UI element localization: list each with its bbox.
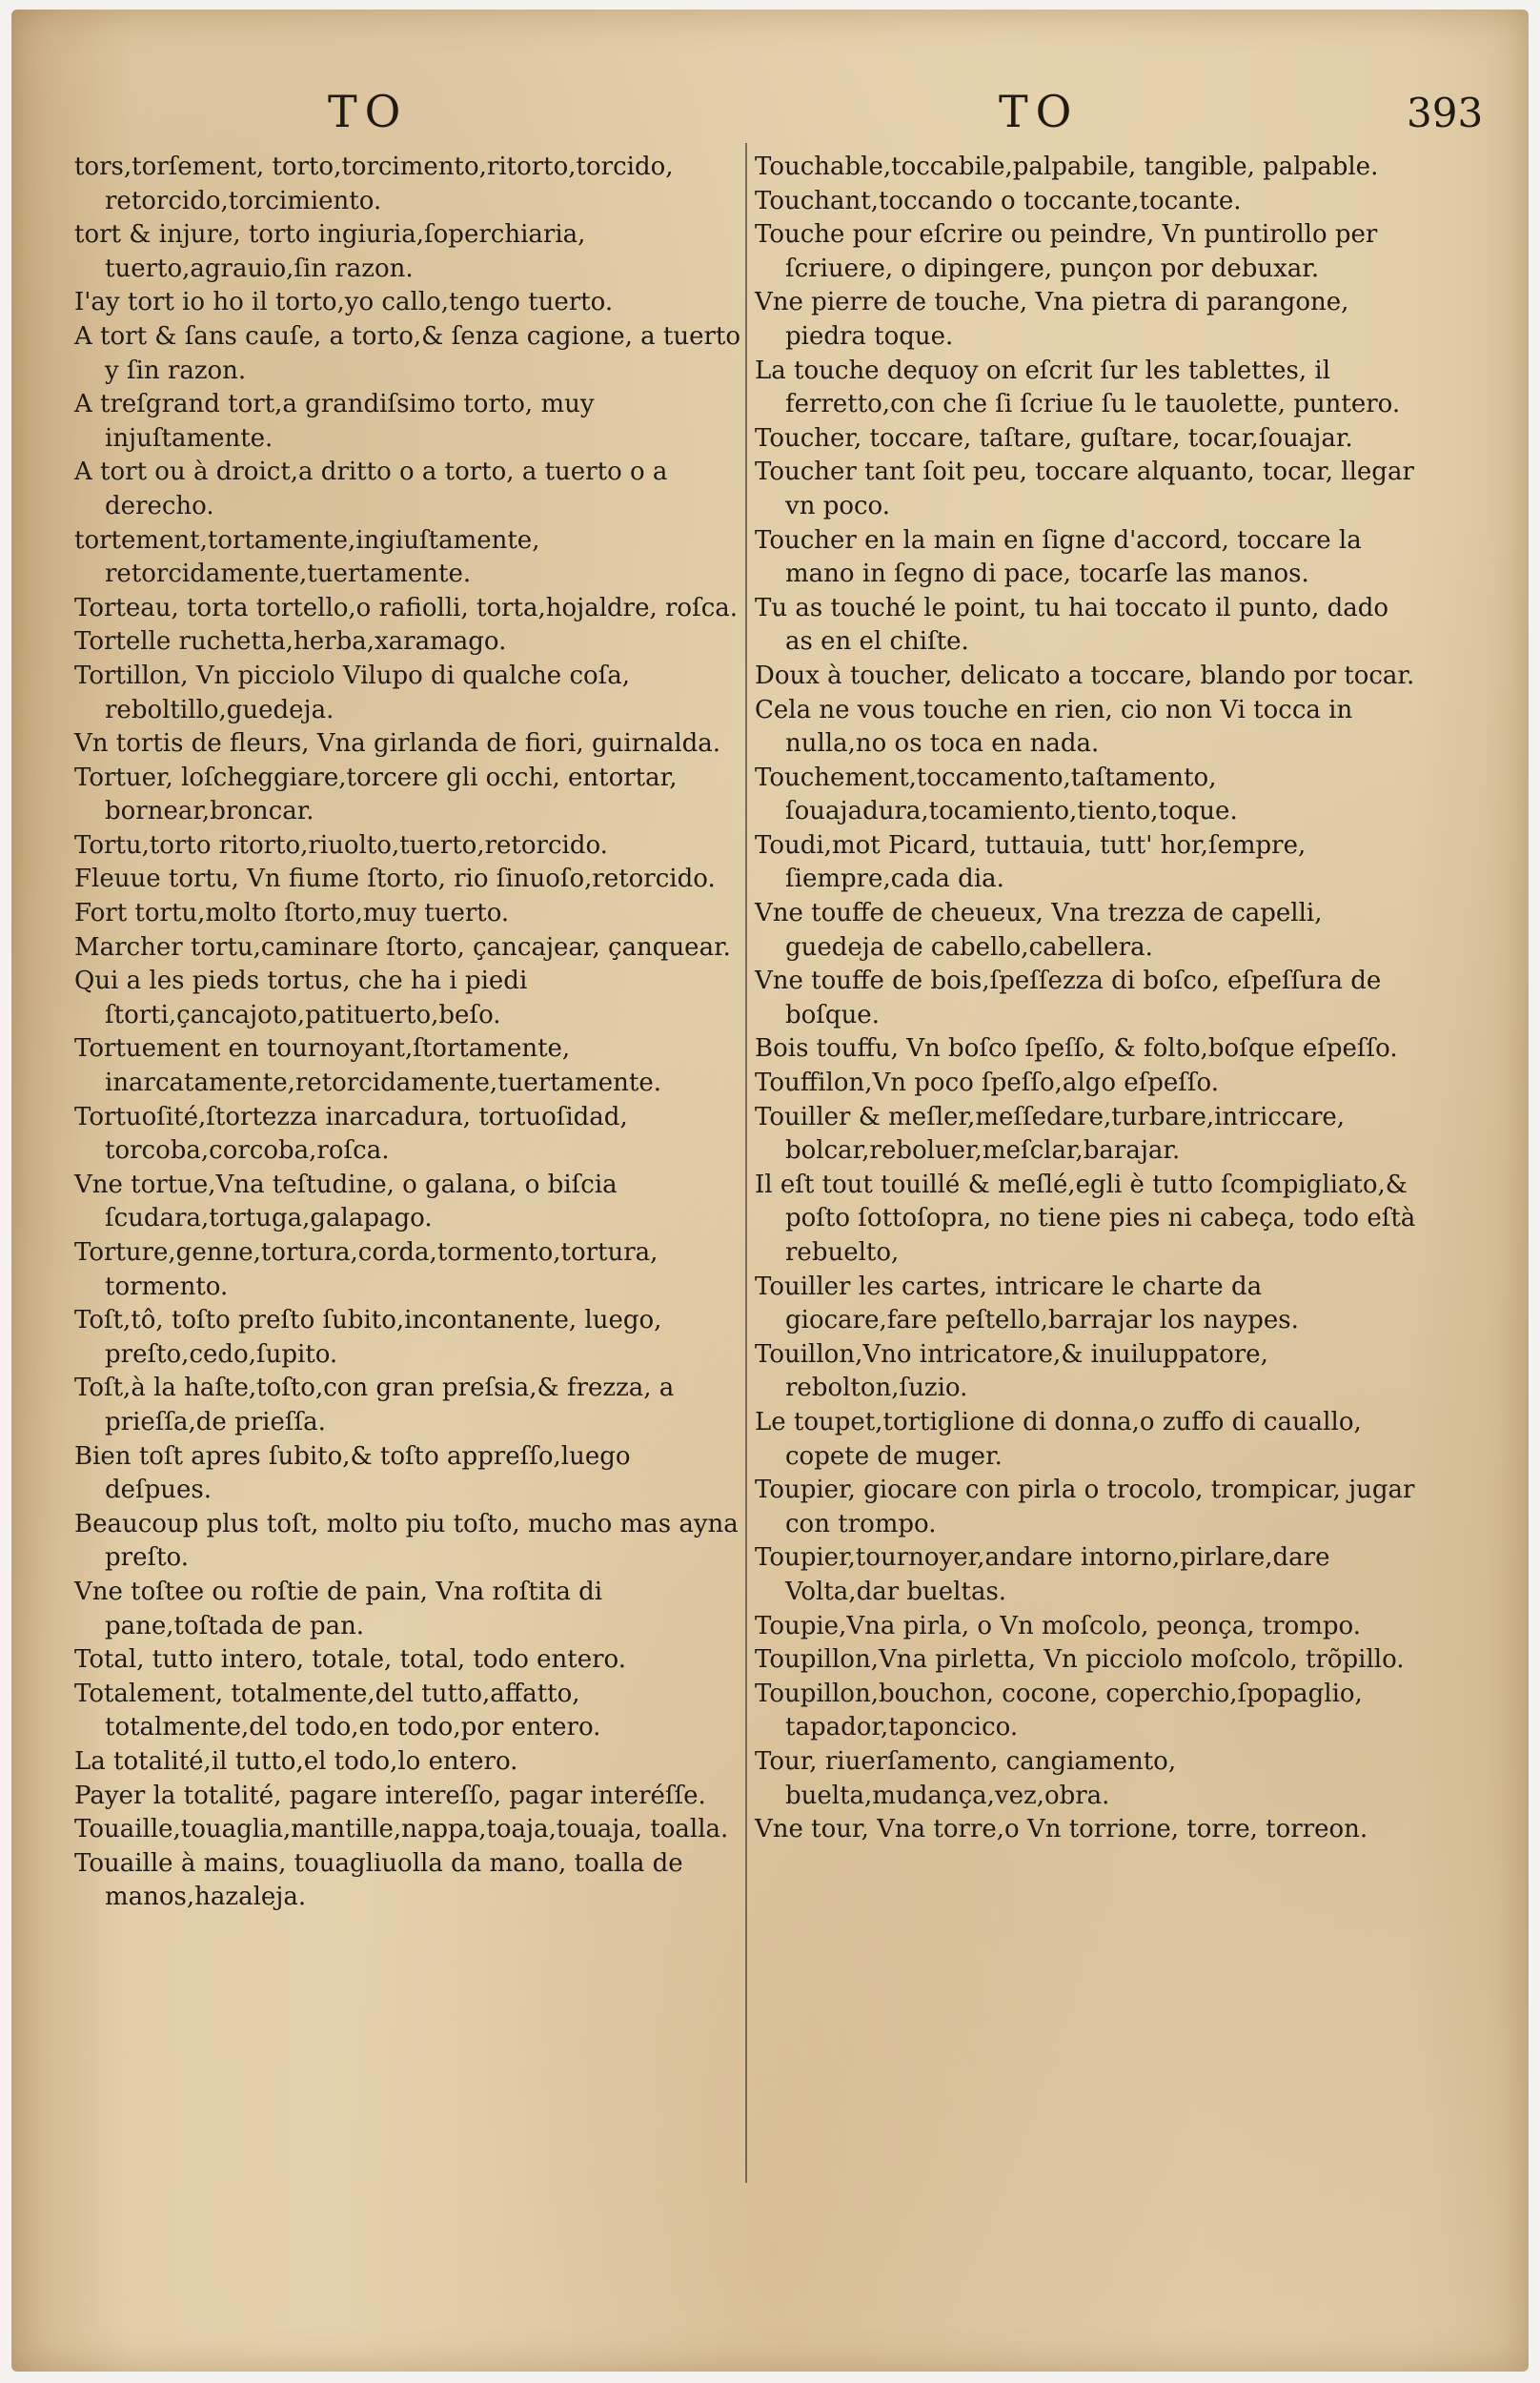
dictionary-entry: Tortuement en tournoyant,ſtortamente, inarcatamente,retorcidamente,tuertamente.: [74, 1034, 661, 1098]
dictionary-entry: Toupier, giocare con pirla o trocolo, trompicar, jugar con trompo.: [755, 1476, 1415, 1538]
dictionary-entry: tort & injure, torto ingiuria,ſoperchiaria, tuerto,agrauio,ſin razon.: [74, 220, 586, 283]
dictionary-entry: Torteau, torta tortello,o rafiolli, torta,hojaldre, roſca.: [74, 593, 739, 622]
dictionary-entry: Touchement,toccamento,taſtamento, ſouajadura,tocamiento,tiento,toque.: [755, 763, 1238, 826]
running-head-left: TO: [328, 86, 409, 137]
dictionary-entry: Toupier,tournoyer,andare intorno,pirlare,dare Volta,dar bueltas.: [755, 1543, 1330, 1606]
dictionary-entry: Doux à toucher, delicato a toccare, blando por tocar.: [755, 661, 1415, 690]
dictionary-entry: Fort tortu,molto ſtorto,muy tuerto.: [74, 899, 510, 928]
dictionary-entry: tors,torſement, torto,torcimento,ritorto,torcido, retorcido,torcimiento.: [74, 153, 674, 215]
dictionary-entry: Tortuoſité,ſtortezza inarcadura, tortuoſidad, torcoba,corcoba,roſca.: [74, 1102, 628, 1166]
dictionary-entry: Touiller & meſler,meſſedare,turbare,intriccare, bolcar,reboluer,meſclar,barajar.: [755, 1102, 1346, 1166]
dictionary-entry: Tortu,torto ritorto,riuolto,tuerto,retorcido.: [74, 830, 608, 860]
dictionary-entry: Vne tortue,Vna teſtudine, o galana, o biſcia ſcudara,tortuga,galapago.: [74, 1170, 618, 1233]
dictionary-entry: Cela ne vous touche en rien, cio non Vi tocca in nulla,no os toca en nada.: [755, 695, 1353, 759]
dictionary-entry: Touaille à mains, touagliuolla da mano, toalla de manos,hazaleja.: [74, 1848, 683, 1912]
left-column: [74, 151, 741, 1915]
dictionary-entry: Toucher en la main en ſigne d'accord, toccare la mano in ſegno di pace, tocarſe las manos.: [755, 525, 1362, 589]
dictionary-entry: Touche pour eſcrire ou peindre, Vn puntirollo per ſcriuere, o dipingere, punçon por debuxar.: [755, 220, 1378, 283]
dictionary-entry: Tortillon, Vn picciolo Vilupo di qualche coſa, reboltillo,guedeja.: [74, 661, 631, 724]
dictionary-entry: Bois touffu, Vn boſco ſpeſſo, & folto,boſque eſpeſſo.: [755, 1034, 1398, 1064]
dictionary-entry: La touche dequoy on eſcrit ſur les tablettes, il ferretto,con che ſi ſcriue ſu le tauolette, puntero.: [755, 356, 1401, 419]
dictionary-entry: Toupie,Vna pirla, o Vn moſcolo, peonça, trompo.: [755, 1611, 1362, 1640]
dictionary-entry: Tortelle ruchetta,herba,xaramago.: [74, 627, 507, 657]
dictionary-entry: Total, tutto intero, totale, total, todo entero.: [74, 1645, 626, 1675]
dictionary-entry: La totalité,il tutto,el todo,lo entero.: [74, 1746, 518, 1776]
page-number: 393: [1407, 90, 1484, 136]
dictionary-entry: Touaille,touaglia,mantille,nappa,toaja,touaja, toalla.: [74, 1815, 729, 1844]
dictionary-entry: Touiller les cartes, intricare le charte da giocare,fare peſtello,barrajar los naypes.: [755, 1272, 1299, 1335]
right-column: [755, 151, 1422, 1847]
dictionary-entry: Toucher tant ſoit peu, toccare alquanto, tocar, llegar vn poco.: [755, 458, 1414, 520]
dictionary-entry: Il eſt tout touillé & meſlé,egli è tutto ſcompigliato,& poſto ſottoſopra, no tiene pies ni cabeça, todo eſtà rebuelto,: [755, 1170, 1416, 1267]
column-divider: [745, 143, 747, 2183]
dictionary-entry: Toupillon,bouchon, cocone, coperchio,ſpopaglio, tapador,taponcico.: [755, 1679, 1363, 1742]
dictionary-entry: tortement,tortamente,ingiuſtamente, retorcidamente,tuertamente.: [74, 525, 540, 589]
dictionary-entry: Bien toſt apres ſubito,& toſto appreſſo,luego deſpues.: [74, 1441, 631, 1505]
dictionary-entry: Le toupet,tortiglione di donna,o zuffo di cauallo, copete de muger.: [755, 1407, 1362, 1471]
dictionary-entry: Payer la totalité, pagare intereſſo, pagar interéſſe.: [74, 1781, 706, 1810]
dictionary-entry: Vne touffe de cheueux, Vna trezza de capelli, guedeja de cabello,cabellera.: [755, 899, 1323, 962]
dictionary-entry: Torture,genne,tortura,corda,tormento,tortura, tormento.: [74, 1238, 659, 1301]
dictionary-entry: Touffilon,Vn poco ſpeſſo,algo eſpeſſo.: [755, 1069, 1219, 1098]
dictionary-entry: Vne toſtee ou roſtie de pain, Vna roſtita di pane,toſtada de pan.: [74, 1577, 603, 1640]
dictionary-entry: A treſgrand tort,a grandiſsimo torto, muy injuſtamente.: [74, 390, 595, 453]
dictionary-entry: Vne pierre de touche, Vna pietra di parangone, piedra toque.: [755, 288, 1349, 351]
dictionary-entry: Toſt,à la haſte,toſto,con gran preſsia,& frezza, a prieſſa,de prieſſa.: [74, 1374, 675, 1436]
dictionary-entry: Tour, riuerſamento, cangiamento, buelta,mudança,vez,obra.: [755, 1746, 1177, 1810]
dictionary-entry: Toupillon,Vna pirletta, Vn picciolo moſcolo, trõpillo.: [755, 1645, 1405, 1675]
dictionary-entry: A tort & ſans cauſe, a torto,& ſenza cagione, a tuerto y ſin razon.: [74, 321, 741, 385]
dictionary-entry: I'ay tort io ho il torto,yo callo,tengo tuerto.: [74, 288, 614, 317]
dictionary-entry: Tu as touché le point, tu hai toccato il punto, dado as en el chiſte.: [755, 593, 1389, 657]
dictionary-entry: Qui a les pieds tortus, che ha i piedi ſtorti,çancajoto,patituerto,beſo.: [74, 967, 528, 1029]
dictionary-entry: Toudi,mot Picard, tuttauia, tutt' hor,ſempre, ſiempre,cada dia.: [755, 830, 1307, 894]
dictionary-entry: Toucher, toccare, taſtare, guſtare, tocar,ſouajar.: [755, 423, 1353, 453]
book-page: [11, 10, 1529, 2372]
dictionary-entry: Tortuer, loſcheggiare,torcere gli occhi, entortar, bornear,broncar.: [74, 763, 678, 826]
dictionary-entry: Marcher tortu,caminare ſtorto, çancajear, çanquear.: [74, 932, 731, 962]
running-head-right: TO: [999, 86, 1080, 137]
dictionary-entry: Totalement, totalmente,del tutto,affatto, totalmente,del todo,en todo,por entero.: [74, 1679, 601, 1742]
dictionary-entry: Vn tortis de fleurs, Vna girlanda de fiori, guirnalda.: [74, 729, 721, 759]
dictionary-entry: Fleuue tortu, Vn fiume ſtorto, rio ſinuoſo,retorcido.: [74, 865, 716, 894]
dictionary-entry: Touillon,Vno intricatore,& inuiluppatore, rebolton,ſuzio.: [755, 1339, 1268, 1403]
dictionary-entry: Vne touffe de bois,ſpeſſezza di boſco, eſpeſſura de boſque.: [755, 967, 1382, 1029]
dictionary-entry: Beaucoup plus toſt, molto piu toſto, mucho mas ayna preſto.: [74, 1509, 739, 1573]
dictionary-entry: Touchant,toccando o toccante,tocante.: [755, 186, 1242, 215]
dictionary-entry: Vne tour, Vna torre,o Vn torrione, torre, torreon.: [755, 1815, 1368, 1844]
dictionary-entry: Toſt,tô, toſto preſto ſubito,incontanente, luego, preſto,cedo,ſupito.: [74, 1306, 662, 1369]
dictionary-entry: A tort ou à droict,a dritto o a torto, a tuerto o a derecho.: [74, 458, 668, 520]
dictionary-entry: Touchable,toccabile,palpabile, tangible, palpable.: [755, 153, 1379, 181]
